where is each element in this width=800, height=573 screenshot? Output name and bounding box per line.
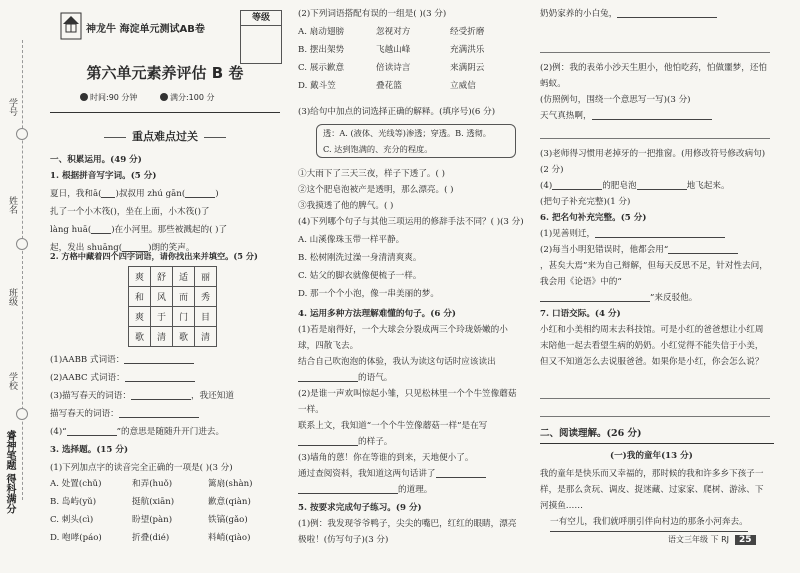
option-text: D. 戴斗笠 <box>298 81 336 91</box>
binding-hole <box>16 128 28 140</box>
question-5: 5. 按要求完成句子练习。(9 分) <box>298 503 422 513</box>
answer-blank[interactable] <box>540 301 650 302</box>
grid-cell: 适 <box>173 267 195 287</box>
clock-icon <box>80 93 88 101</box>
option-text: 折叠(dié) <box>132 533 170 543</box>
option-text: B. 摆出架势 <box>298 45 345 55</box>
q2-item: (1)AABB 式词语： <box>50 352 194 369</box>
grid-cell: 和 <box>129 287 151 307</box>
q3-item: ③我摸透了他的脾气。( ) <box>298 201 394 211</box>
grid-cell: 风 <box>151 287 173 307</box>
q3-item: ②这个肥皂泡被产是透明，那么漂亮。( ) <box>298 185 454 195</box>
option-text: 篱扇(shàn) <box>208 479 253 489</box>
book-info: 语文三年级 下 RJ <box>668 535 730 544</box>
grid-row <box>129 307 217 327</box>
binding-slogan: 睿神笔题 得科满分 <box>4 430 15 514</box>
passage-text: 一有空儿，我们就呼朋引伴向村边的那条小河奔去。 <box>550 514 748 532</box>
answer-blank[interactable] <box>67 435 117 436</box>
definition-box: 透：A. (液体、光线等)渗透；穿透。B. 透彻。 C. 达到饱满的、充分的程度。 <box>316 124 516 158</box>
answer-blank[interactable] <box>119 417 199 418</box>
binding-label: 班级 <box>7 288 17 306</box>
q6-item: (1)见善则迁， <box>540 226 725 243</box>
answer-blank[interactable] <box>298 493 398 494</box>
answer-blank[interactable] <box>637 189 687 190</box>
option-text: 叠花篮 <box>376 81 402 91</box>
page-number: 25 <box>735 535 756 545</box>
binding-label: 学号 <box>7 98 17 116</box>
question-4: 4. 运用多种方法理解难懂的句子。(6 分) <box>298 309 456 319</box>
binding-margin <box>0 0 44 573</box>
option-text: A. 处置(chǔ) <box>50 479 102 489</box>
q4-item: (2)是谁一声欢叫惊起小雏，只见松林里一个个牛笠像蘑菇一样。 <box>298 389 517 415</box>
grade-label: 等级 <box>241 11 281 26</box>
grid-cell: 秀 <box>195 287 217 307</box>
option-text: D. 咆哮(páo) <box>50 533 102 543</box>
time-limit: 时间:90 分钟 <box>90 93 138 102</box>
q4-item: (3)墙角的蒽！你在等谁的到来，天地便小了。 <box>298 453 474 463</box>
answer-blank[interactable] <box>91 233 111 234</box>
q1-line: 扎了一个小木筏()，坐在上面，小木筏()了 <box>50 207 210 217</box>
answer-blank[interactable] <box>298 445 358 446</box>
option-text: 来满阴云 <box>450 63 485 73</box>
part-heading: 二、阅读理解。(26 分) <box>540 428 642 439</box>
q5-item: (3)老师得习惯用老掉牙的一把推窗。(用修改符号修改病句)(2 分) <box>540 149 766 175</box>
option-text: 充满洪乐 <box>450 45 485 55</box>
q7-text: 小红和小美相约周末去科技馆。可是小红的爸爸想让小红周末陪他一起去看望生病的奶奶。小红觉得不能失信于小美，但又不知道怎么去说服爸爸。如果你是小红，你会怎么说？ <box>540 325 764 367</box>
answer-blank[interactable] <box>436 477 486 478</box>
answer-line[interactable] <box>540 52 770 53</box>
grid-cell: 而 <box>173 287 195 307</box>
answer-blank[interactable] <box>185 197 215 198</box>
grid-cell: 清 <box>151 327 173 347</box>
option-text: C. 展示歉意 <box>298 63 345 73</box>
passage-text: 我的童年是快乐而又幸福的，那时候的我和许多乡下孩子一样，是那么贪玩、调皮、捉迷藏、过家家、爬树、游泳、下河摸鱼…… <box>540 469 764 511</box>
question-2: 2. 方格中藏着四个四字词语，请你找出来并填空。(5 分) <box>50 251 258 261</box>
option-row[interactable]: A. 山溪像珠玉带一样平静。 <box>298 235 405 245</box>
q5-item: (2)例：我的表弟小沙天生胆小，他怕吃药，怕做噩梦，还怕蚂蚁。 <box>540 63 768 89</box>
q5-item: 天气真热啊， <box>540 108 712 125</box>
q1-line: 起，发出 shuāng( )朗的笑声。 <box>50 243 195 253</box>
answer-line[interactable] <box>540 138 770 139</box>
header <box>60 10 280 50</box>
option-text: 料峭(qiào) <box>208 533 251 543</box>
binding-line <box>22 40 23 500</box>
q5-item: (仿照例句，围绕一个意思写一写)(3 分) <box>540 95 691 105</box>
q6-item: (2)每当小明犯错误时，他都会用“ <box>540 242 738 259</box>
option-text: C. 刺头(cì) <box>50 515 94 525</box>
binding-hole <box>16 238 28 250</box>
q1-line: 夏日，我和ā( )叔叔用 zhú gān( ) <box>50 189 219 199</box>
q4-item: 结合自己吹泡泡的体验，我认为读这句话时应该读出的语气。 <box>298 357 496 383</box>
answer-blank[interactable] <box>131 399 191 400</box>
answer-blank[interactable] <box>124 363 194 364</box>
grid-cell: 于 <box>151 307 173 327</box>
q2-item: (4)“ ”的意思是随随升开门进去。 <box>50 427 225 437</box>
answer-blank[interactable] <box>298 381 358 382</box>
q6-item: ”来反驳他。 <box>540 290 697 307</box>
q2-item: 描写春天的词语： <box>50 406 199 423</box>
house-logo-icon <box>60 12 82 40</box>
question-3: 3. 选择题。(15 分) <box>50 445 129 455</box>
binding-label: 姓名 <box>7 196 17 214</box>
q5-item: (4) 的肥皂泡 地飞起来。 <box>540 181 730 191</box>
question-6: 6. 把名句补充完整。(5 分) <box>540 213 647 223</box>
option-text: 经受折磨 <box>450 27 485 37</box>
grid-row <box>129 327 217 347</box>
q2-item: (2)AABC 式词语： <box>50 370 195 387</box>
section-banner: 重点难点过关 <box>80 128 250 144</box>
part-heading: 一、积累运用。(49 分) <box>50 155 142 165</box>
option-text: 和弄(huǒ) <box>132 479 173 489</box>
q1-line: làng huā( )在小河里。那些被溅起的( )了 <box>50 225 228 235</box>
grid-cell: 歌 <box>129 327 151 347</box>
grid-cell: 舒 <box>151 267 173 287</box>
divider <box>50 112 280 113</box>
option-text: 歉意(qiàn) <box>208 497 251 507</box>
answer-blank[interactable] <box>668 253 738 254</box>
question-1: 1. 根据拼音写字词。(5 分) <box>50 171 157 181</box>
q5-item: (把句子补充完整)(1 分) <box>540 197 631 207</box>
q4-item: 的道理。 <box>298 482 432 499</box>
q4-item: 通过查阅资料，我知道这两句话讲了 <box>298 466 486 483</box>
q2-item: (3)描写春天的词语： ，我还知道 <box>50 391 234 401</box>
answer-line[interactable] <box>540 398 770 399</box>
option-text: 倍读诗言 <box>376 63 411 73</box>
page-title: 第六单元素养评估 B 卷 <box>86 64 244 82</box>
grid-cell: 丽 <box>195 267 217 287</box>
answer-blank[interactable] <box>595 237 725 238</box>
q3-item: ①大雨下了三天三夜，样子下透了。( ) <box>298 169 445 179</box>
q5-item: (1)例：我发现爷爷鸭子，尖尖的嘴巴，红红的眼睛，漂亮极啦！(仿写句子)(3 分) <box>298 519 517 545</box>
grid-cell: 歌 <box>173 327 195 347</box>
grid-cell: 爽 <box>129 307 151 327</box>
q4-item: 联系上文，我知道“一个个牛笠像蘑菇一样”是在写的样子。 <box>298 421 488 447</box>
q4-item: (1)若是扇得好，一个大球会分裂成两三个玲珑娇嫩的小球，四散飞去。 <box>298 325 508 351</box>
q3-sub: (2)下列词语搭配有误的一组是( )(3 分) <box>298 9 447 19</box>
grid-cell: 目 <box>195 307 217 327</box>
q6-item: ，甚矣大焉”来为自己辩解，但每天反思不足，针对性去问，我会用《论语》中的“ <box>540 261 768 287</box>
option-text: 铁镐(gǎo) <box>208 515 248 525</box>
answer-line[interactable] <box>540 416 770 417</box>
grid-cell: 门 <box>173 307 195 327</box>
grid-row <box>129 287 217 307</box>
answer-blank[interactable] <box>125 381 195 382</box>
word-grid <box>128 266 217 347</box>
option-text: B. 岛屿(yǔ) <box>50 497 97 507</box>
option-text: 立威信 <box>450 81 476 91</box>
check-icon <box>160 93 168 101</box>
q3-sub: (4)下列哪个句子与其他三项运用的修辞手法不同？( )(3 分) <box>298 217 524 227</box>
option-text: 挺航(xiān) <box>132 497 175 507</box>
option-text: 忽视对方 <box>376 27 411 37</box>
q3-sub: (1)下列加点字的读音完全正确的一项是( )(3 分) <box>50 463 233 473</box>
binding-hole <box>16 408 28 420</box>
passage-title: (一)我的童年(13 分) <box>610 451 693 461</box>
option-text: A. 扇动翅膀 <box>298 27 345 37</box>
grid-cell: 清 <box>195 327 217 347</box>
answer-blank[interactable] <box>617 17 717 18</box>
q5-item: 奶奶家养的小白兔， <box>540 6 717 23</box>
grid-cell: 爽 <box>129 267 151 287</box>
full-score: 满分:100 分 <box>169 93 215 102</box>
option-row[interactable]: D. 那一个个小泡，像一串美丽的梦。 <box>298 289 439 299</box>
grade-box <box>240 10 282 64</box>
option-row[interactable]: C. 姑父的脚衣就像便梳子一样。 <box>298 271 422 281</box>
option-text: 飞越山峰 <box>376 45 411 55</box>
binding-label: 学校 <box>7 372 17 390</box>
option-text: 盼望(pàn) <box>132 515 173 525</box>
question-7: 7. 口语交际。(4 分) <box>540 309 621 319</box>
answer-blank[interactable] <box>592 119 712 120</box>
exam-meta <box>80 92 234 103</box>
answer-blank[interactable] <box>552 189 602 190</box>
brand-name: 神龙牛 海淀单元测试AB卷 <box>86 24 205 35</box>
grid-row <box>129 267 217 287</box>
q3-sub: (3)给句中加点的词选择正确的解释。(填序号)(6 分) <box>298 107 496 117</box>
page-footer <box>668 534 756 545</box>
option-row[interactable]: B. 松树刚洗过澡一身清清爽爽。 <box>298 253 422 263</box>
divider <box>540 443 774 444</box>
